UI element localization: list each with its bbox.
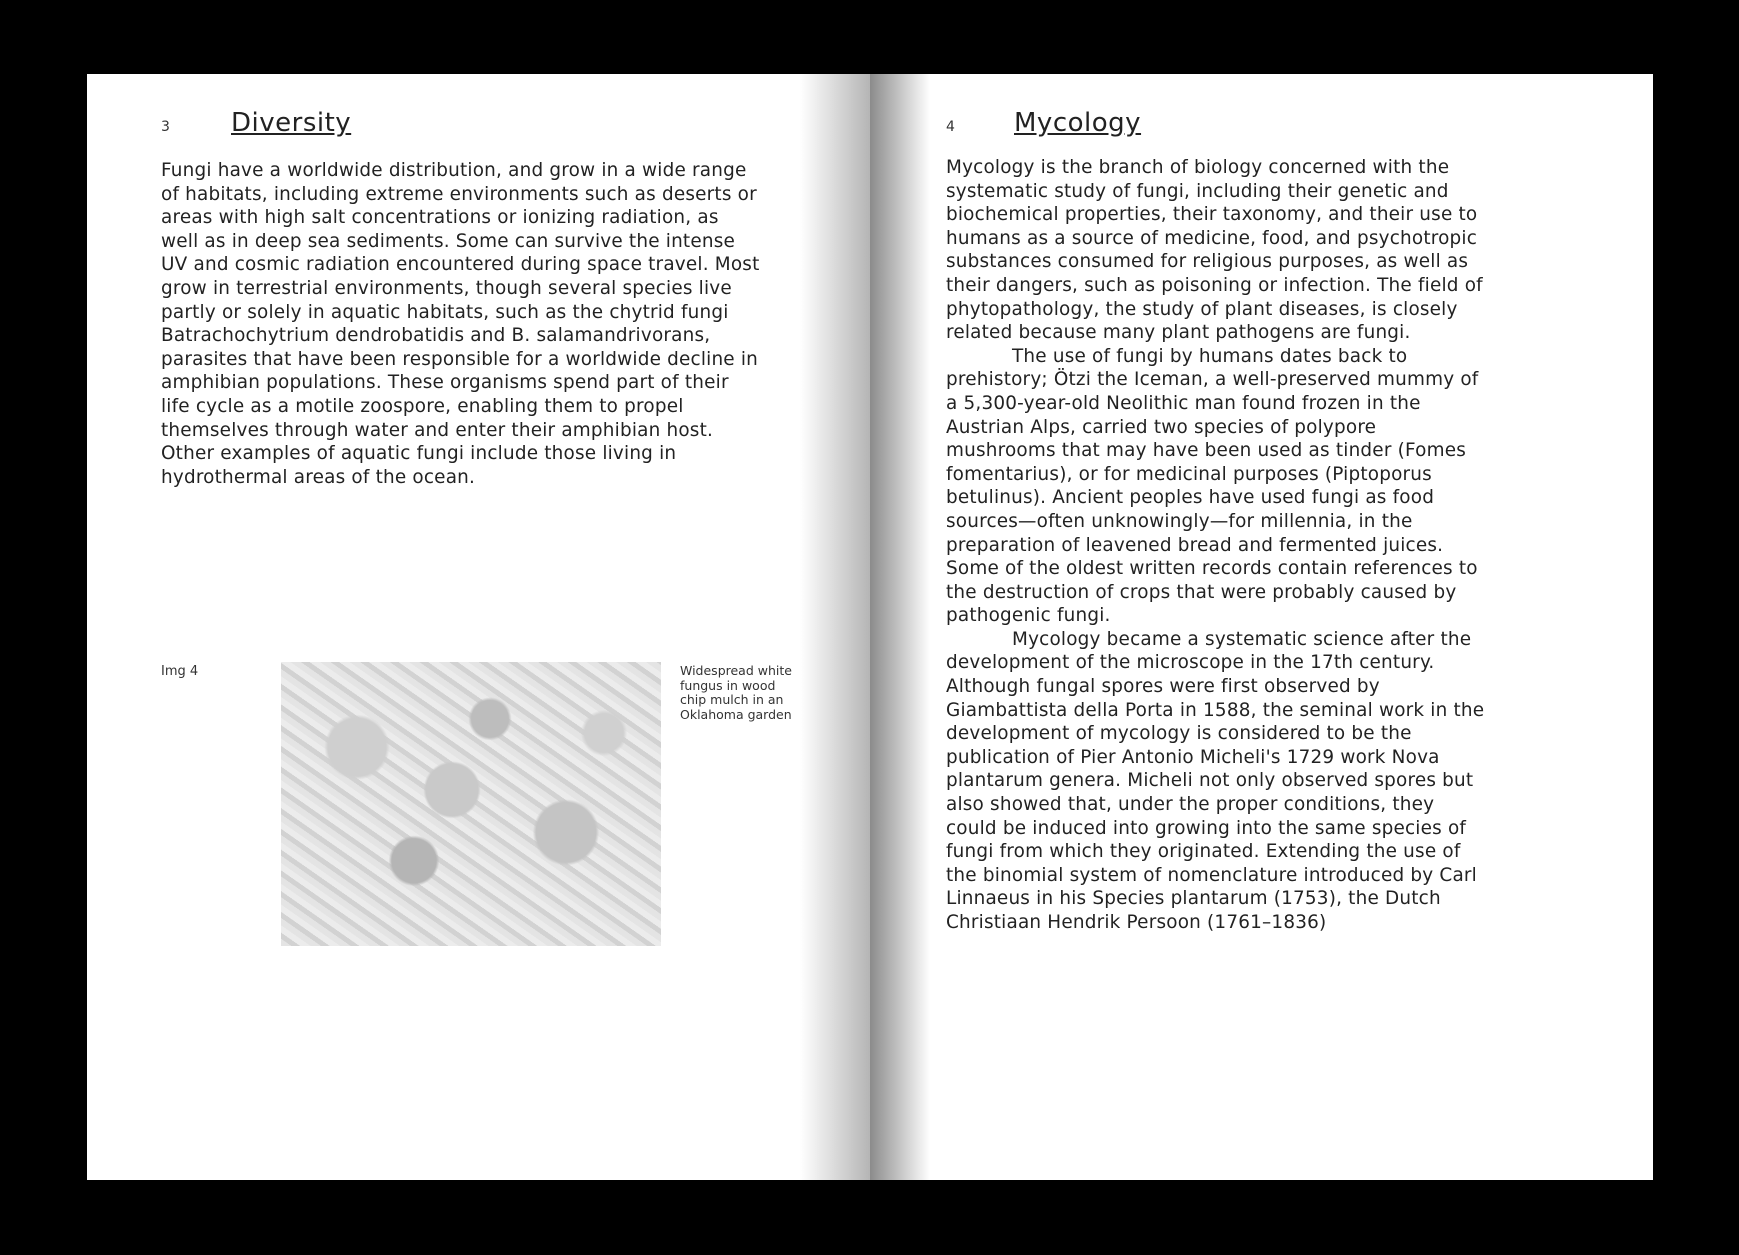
fungus-photo xyxy=(281,662,661,946)
figure-caption: Widespread white fungus in wood chip mulch in an Oklahoma garden xyxy=(680,663,792,722)
page-title-diversity: Diversity xyxy=(231,108,352,138)
right-page xyxy=(870,74,1653,1180)
figure-label: Img 4 xyxy=(161,664,199,679)
mycology-body xyxy=(946,156,1486,935)
diversity-text: Fungi have a worldwide distribution, and grow in a wide range of habitats, including extreme environments such as deserts or areas with high salt concentrations or ionizing radiation, as well as in deep sea sediments. Some can survive the intense UV and cosmic radiation encountered during space travel. Most grow in terrestrial environments, though several species live partly or solely in aquatic habitats, such as the chytrid fungi Batrachochytrium dendrobatidis and B. salamandrivorans, parasites that have been responsible for a worldwide decline in amphibian populations. These organisms spend part of their life cycle as a motile zoospore, enabling them to propel themselves through water and enter their amphibian host. Other examples of aquatic fungi include those living in hydrothermal areas of the ocean. xyxy=(161,160,760,488)
page-title-mycology: Mycology xyxy=(1014,108,1142,138)
mycology-paragraph-1: Mycology is the branch of biology concerned with the systematic study of fungi, including their genetic and biochemical properties, their taxonomy, and their use to humans as a source of medicine, food, and psychotropic substances consumed for religious purposes, as well as their dangers, such as poisoning or infection. The field of phytopathology, the study of plant diseases, is closely related because many plant pathogens are fungi. xyxy=(946,157,1483,344)
mycology-paragraph-3: Mycology became a systematic science after the development of the microscope in the 17th century. Although fungal spores were first observed by Giambattista della Porta in 1588, the seminal work in the development of mycology is considered to be the publication of Pier Antonio Micheli's 1729 work Nova plantarum genera. Micheli not only observed spores but also showed that, under the proper conditions, they could be induced into growing into the same species of fungi from which they originated. Extending the use of the binomial system of nomenclature introduced by Carl Linnaeus in his Species plantarum (1753), the Dutch Christiaan Hendrik Persoon (1761–1836) xyxy=(946,628,1485,933)
gutter-shadow-right xyxy=(870,74,930,1180)
left-page xyxy=(87,74,870,1180)
gutter-shadow-left xyxy=(800,74,870,1180)
diversity-paragraph xyxy=(161,159,761,489)
page-number-right: 4 xyxy=(946,119,955,135)
page-number-left: 3 xyxy=(161,119,170,135)
mycology-paragraph-2: The use of fungi by humans dates back to prehistory; Ötzi the Iceman, a well-preserved mummy of a 5,300-year-old Neolithic man found frozen in the Austrian Alps, carried two species of polypore mushrooms that may have been used as tinder (Fomes fomentarius), or for medicinal purposes (Piptoporus betulinus). Ancient peoples have used fungi as food sources—often unknowingly—for millennia, in the preparation of leavened bread and fermented juices. Some of the oldest written records contain references to the destruction of crops that were probably caused by pathogenic fungi. xyxy=(946,345,1479,627)
